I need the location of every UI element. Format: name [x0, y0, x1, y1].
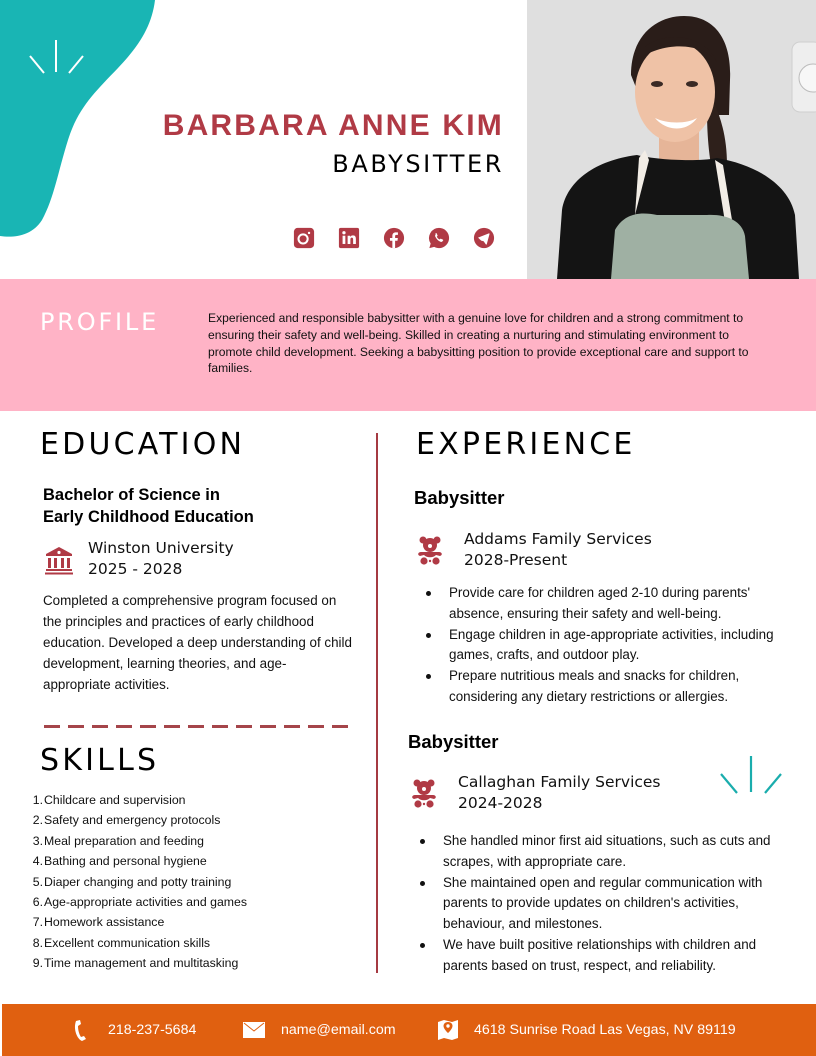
- telegram-link[interactable]: [472, 226, 496, 250]
- phone-contact[interactable]: [70, 1004, 196, 1056]
- skill-item: 1. Childcare and supervision: [32, 793, 186, 807]
- facebook-link[interactable]: [382, 226, 406, 250]
- skills-list: [28, 790, 247, 974]
- job-responsibilities: [414, 831, 794, 977]
- skill-item: 3. Meal preparation and feeding: [32, 833, 204, 848]
- profile-photo: [527, 0, 816, 279]
- instagram-link[interactable]: [292, 226, 316, 250]
- skill-item: 7. Homework assistance: [32, 915, 165, 930]
- organization-name: Callaghan Family Services: [458, 773, 661, 791]
- responsibility-item: Provide care for children aged 2-10 during parents' absence, ensuring their safety and well-being.: [420, 583, 790, 625]
- skill-item: 5. Diaper changing and potty training: [32, 874, 232, 889]
- responsibility-item: She maintained open and regular communication with parents to provide updates on children's activities, behaviour, and milestones.: [414, 873, 794, 935]
- map-pin-icon: [438, 1019, 458, 1041]
- whatsapp-link[interactable]: [427, 226, 451, 250]
- responsibility-item: We have built positive relationships with children and parents based on trust, respect, and reliability.: [414, 935, 794, 977]
- skill-item: 2. Safety and emergency protocols: [32, 813, 221, 828]
- education-years: 2025 - 2028: [88, 560, 183, 578]
- degree-line-1: Bachelor of Science in: [43, 486, 220, 504]
- column-divider: [376, 433, 378, 973]
- whatsapp-icon: [428, 227, 450, 249]
- responsibility-item: Prepare nutritious meals and snacks for children, considering any dietary restrictions or allergies.: [420, 666, 790, 708]
- address-contact[interactable]: [438, 1004, 736, 1056]
- social-links: [292, 226, 517, 250]
- job-responsibilities: [420, 583, 790, 708]
- street-address: 4618 Sunrise Road Las Vegas, NV 89119: [474, 1022, 736, 1038]
- facebook-icon: [383, 227, 405, 249]
- education-institution: [44, 538, 234, 580]
- job-organization: [409, 772, 661, 814]
- education-description: Completed a comprehensive program focused on the principles and practices of early childhood education. Developed a deep understanding of child development, learning theories, and age-appropriate activities.: [43, 593, 352, 692]
- university-icon: [44, 545, 74, 575]
- job-organization: [415, 529, 652, 571]
- skill-item: 6. Age-appropriate activities and games: [32, 895, 248, 910]
- email-address: name@email.com: [281, 1022, 396, 1038]
- profile-summary: Experienced and responsible babysitter with a genuine love for children and a strong commitment to ensuring their safety and well-being. Skilled in creating a nurturing and stimulating environment to promote child development. Seeking a babysitting position to provide exceptional care and support to families.: [208, 311, 749, 376]
- skill-item: 8. Excellent communication skills: [32, 935, 211, 950]
- organization-name: Addams Family Services: [464, 530, 652, 548]
- teddy-bear-icon: [409, 778, 439, 808]
- candidate-title: BABYSITTER: [332, 150, 504, 178]
- profile-heading: PROFILE: [40, 308, 160, 336]
- institution-name: Winston University: [88, 539, 234, 557]
- linkedin-link[interactable]: [337, 226, 361, 250]
- responsibility-item: She handled minor first aid situations, such as cuts and scrapes, with appropriate care.: [414, 831, 794, 873]
- email-icon: [243, 1022, 265, 1038]
- instagram-icon: [293, 227, 315, 249]
- responsibility-item: Engage children in age-appropriate activities, including games, crafts, and outdoor play.: [420, 625, 790, 667]
- sparkle-icon: [28, 40, 86, 76]
- sparkle-icon: [719, 756, 783, 796]
- employment-period: 2028-Present: [464, 551, 568, 569]
- teddy-bear-icon: [415, 535, 445, 565]
- dashed-divider: [44, 725, 348, 728]
- teal-blob-decoration: [0, 0, 160, 240]
- education-degree: [43, 484, 254, 528]
- education-heading: EDUCATION: [40, 427, 246, 462]
- linkedin-icon: [338, 227, 360, 249]
- phone-icon: [70, 1019, 92, 1041]
- job-title: Babysitter: [414, 487, 505, 508]
- candidate-name: BARBARA ANNE KIM: [162, 109, 504, 142]
- email-contact[interactable]: [243, 1004, 396, 1056]
- degree-line-2: Early Childhood Education: [43, 508, 254, 526]
- skills-heading: SKILLS: [40, 743, 160, 778]
- header: [0, 0, 816, 279]
- skill-item: 9. Time management and multitasking: [32, 956, 239, 971]
- contact-footer: [2, 1004, 816, 1056]
- job-title: Babysitter: [408, 731, 499, 752]
- telegram-icon: [473, 227, 495, 249]
- phone-number: 218-237-5684: [108, 1022, 197, 1038]
- profile-section: [0, 279, 816, 411]
- skill-item: 4. Bathing and personal hygiene: [32, 854, 207, 869]
- employment-period: 2024-2028: [458, 794, 543, 812]
- experience-heading: EXPERIENCE: [416, 427, 636, 462]
